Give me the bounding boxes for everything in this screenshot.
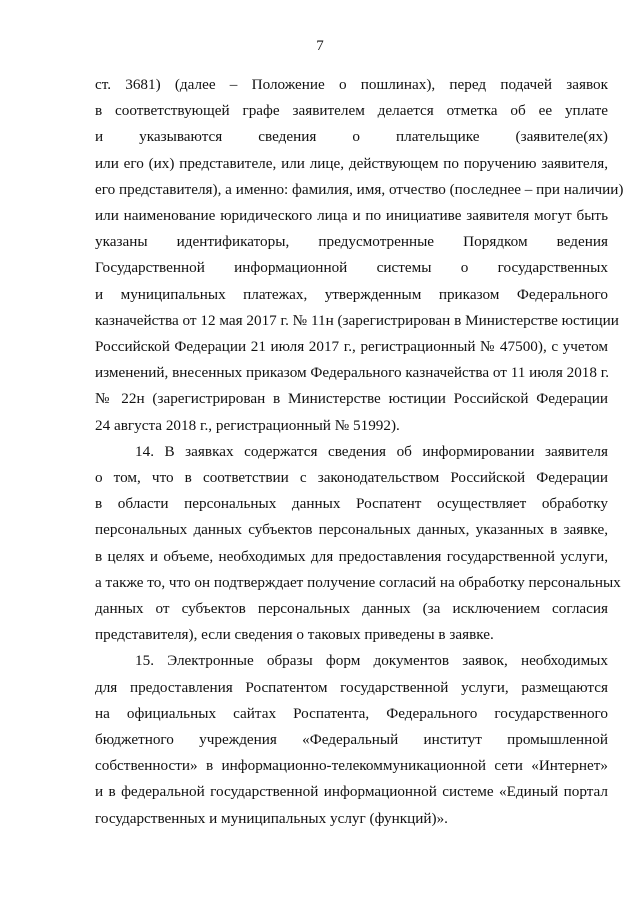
- text-line: и в федеральной государственной информационной системе «Единый портал: [95, 783, 608, 801]
- text-line: на официальных сайтах Роспатента, Федерального государственного: [95, 704, 608, 722]
- paragraph-13-continuation: [95, 72, 624, 439]
- text-line: о том, что в соответствии с законодательством Российской Федерации: [95, 469, 608, 487]
- text-line: и муниципальных платежах, утвержденным приказом Федерального: [95, 285, 608, 303]
- text-line: персональных данных субъектов персональных данных, указанных в заявке,: [95, 521, 608, 539]
- text-line: № 22н (зарегистрирован в Министерстве юстиции Российской Федерации: [95, 390, 608, 408]
- text-line: 15. Электронные образы форм документов заявок, необходимых: [135, 652, 608, 670]
- text-line: изменений, внесенных приказом Федерального казначейства от 11 июля 2018 г.: [95, 364, 610, 382]
- text-line: указаны идентификаторы, предусмотренные Порядком ведения: [95, 233, 608, 251]
- text-line: в целях и объеме, необходимых для предоставления государственной услуги,: [95, 547, 608, 565]
- text-line: в соответствующей графе заявителем делается отметка об ее уплате: [95, 102, 608, 120]
- text-line: казначейства от 12 мая 2017 г. № 11н (зарегистрирован в Министерстве юстиции: [95, 311, 619, 329]
- text-line: ст. 3681) (далее – Положение о пошлинах), перед подачей заявок: [95, 76, 608, 93]
- text-line: данных от субъектов персональных данных (за исключением согласия: [95, 600, 608, 618]
- text-line: и указываются сведения о плательщике (заявителе(ях): [95, 128, 608, 146]
- text-line: в области персональных данных Роспатент осуществляет обработку: [95, 495, 608, 513]
- text-line: 14. В заявках содержатся сведения об информировании заявителя: [135, 442, 608, 460]
- text-line: собственности» в информационно-телекоммуникационной сети «Интернет»: [95, 757, 608, 775]
- text-line: для предоставления Роспатентом государственной услуги, размещаются: [95, 678, 608, 696]
- paragraph-14: [95, 439, 621, 649]
- text-line: или его (их) представителе, или лице, действующем по поручению заявителя,: [95, 154, 608, 172]
- document-body: [95, 72, 624, 832]
- text-line: его представителя), а именно: фамилия, имя, отчество (последнее – при наличии): [95, 180, 624, 198]
- text-line: а также то, что он подтверждает получение согласий на обработку персональных: [95, 573, 621, 591]
- text-line: или наименование юридического лица и по инициативе заявителя могут быть: [95, 207, 608, 225]
- text-line: бюджетного учреждения «Федеральный институт промышленной: [95, 731, 608, 749]
- text-line: 24 августа 2018 г., регистрационный № 51992).: [95, 416, 400, 434]
- text-line: государственных и муниципальных услуг (функций)».: [95, 809, 448, 827]
- text-line: Государственной информационной системы о государственных: [95, 259, 608, 277]
- text-line: представителя), если сведения о таковых приведены в заявке.: [95, 626, 494, 644]
- page-number: 7: [316, 38, 324, 54]
- paragraph-15: [95, 648, 608, 831]
- text-line: Российской Федерации 21 июля 2017 г., регистрационный № 47500), с учетом: [95, 338, 608, 356]
